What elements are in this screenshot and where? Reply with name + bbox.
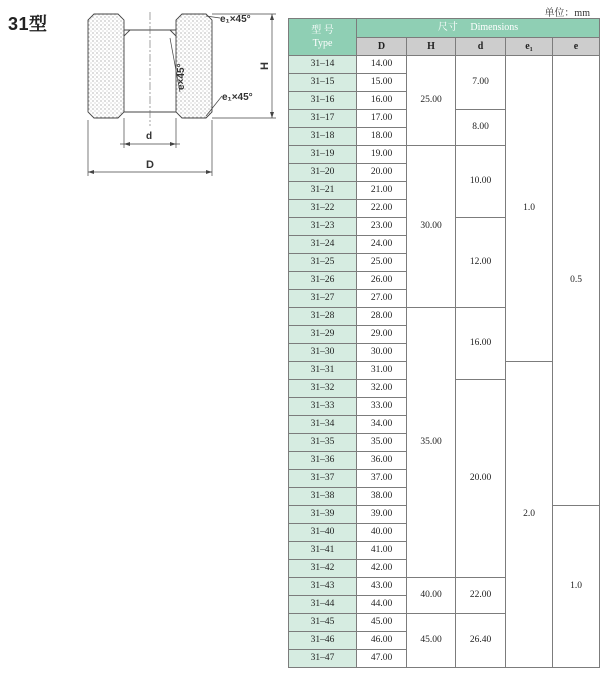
cell-D: 28.00 <box>357 308 407 326</box>
cell-d: 26.40 <box>456 614 506 668</box>
dimensions-header-en: Dimensions <box>470 22 519 33</box>
cell-D: 35.00 <box>357 434 407 452</box>
cell-D: 19.00 <box>357 146 407 164</box>
cell-D: 44.00 <box>357 596 407 614</box>
cell-e1: 1.0 <box>506 56 553 362</box>
cell-D: 16.00 <box>357 92 407 110</box>
cell-D: 20.00 <box>357 164 407 182</box>
col-header-e1: e₁ <box>506 38 553 56</box>
cell-d: 8.00 <box>456 110 506 146</box>
cell-D: 25.00 <box>357 254 407 272</box>
cell-type: 31–17 <box>289 110 357 128</box>
cell-type: 31–43 <box>289 578 357 596</box>
cell-type: 31–40 <box>289 524 357 542</box>
label-d: d <box>146 131 153 142</box>
cell-type: 31–33 <box>289 398 357 416</box>
label-e: e×45° <box>176 63 187 90</box>
col-header-e: e <box>553 38 600 56</box>
cell-H: 30.00 <box>407 146 456 308</box>
cell-d: 20.00 <box>456 380 506 578</box>
cell-type: 31–38 <box>289 488 357 506</box>
cell-type: 31–32 <box>289 380 357 398</box>
cell-d: 22.00 <box>456 578 506 614</box>
cell-type: 31–37 <box>289 470 357 488</box>
dimensions-header <box>357 19 600 38</box>
label-D: D <box>146 159 154 171</box>
cell-d: 10.00 <box>456 146 506 218</box>
cell-e: 0.5 <box>553 56 600 506</box>
cell-D: 22.00 <box>357 200 407 218</box>
table-row <box>289 56 600 74</box>
cell-D: 17.00 <box>357 110 407 128</box>
cell-D: 38.00 <box>357 488 407 506</box>
col-header-H: H <box>407 38 456 56</box>
cell-D: 18.00 <box>357 128 407 146</box>
cell-D: 31.00 <box>357 362 407 380</box>
cell-D: 36.00 <box>357 452 407 470</box>
cell-type: 31–21 <box>289 182 357 200</box>
cell-type: 31–27 <box>289 290 357 308</box>
cell-D: 47.00 <box>357 650 407 668</box>
dimensions-header-cn: 尺寸 <box>437 22 458 33</box>
table-body <box>289 56 600 668</box>
cell-D: 21.00 <box>357 182 407 200</box>
cell-type: 31–36 <box>289 452 357 470</box>
cell-D: 39.00 <box>357 506 407 524</box>
cell-type: 31–15 <box>289 74 357 92</box>
cell-type: 31–39 <box>289 506 357 524</box>
cell-type: 31–23 <box>289 218 357 236</box>
cell-D: 33.00 <box>357 398 407 416</box>
cell-type: 31–31 <box>289 362 357 380</box>
cell-type: 31–26 <box>289 272 357 290</box>
cell-type: 31–47 <box>289 650 357 668</box>
cell-D: 24.00 <box>357 236 407 254</box>
cell-D: 34.00 <box>357 416 407 434</box>
cell-type: 31–35 <box>289 434 357 452</box>
cell-type: 31–20 <box>289 164 357 182</box>
cell-D: 23.00 <box>357 218 407 236</box>
cell-type: 31–46 <box>289 632 357 650</box>
cell-D: 40.00 <box>357 524 407 542</box>
cell-type: 31–14 <box>289 56 357 74</box>
cell-type: 31–22 <box>289 200 357 218</box>
cell-type: 31–25 <box>289 254 357 272</box>
type-header <box>289 19 357 56</box>
cell-type: 31–44 <box>289 596 357 614</box>
cell-type: 31–45 <box>289 614 357 632</box>
label-H: H <box>259 62 271 70</box>
cell-D: 15.00 <box>357 74 407 92</box>
cell-D: 46.00 <box>357 632 407 650</box>
cell-H: 35.00 <box>407 308 456 578</box>
cell-d: 12.00 <box>456 218 506 308</box>
cell-H: 40.00 <box>407 578 456 614</box>
cell-D: 42.00 <box>357 560 407 578</box>
cell-type: 31–30 <box>289 344 357 362</box>
cell-D: 41.00 <box>357 542 407 560</box>
cell-d: 16.00 <box>456 308 506 380</box>
cell-e1: 2.0 <box>506 362 553 668</box>
cell-type: 31–41 <box>289 542 357 560</box>
cell-type: 31–24 <box>289 236 357 254</box>
cell-D: 14.00 <box>357 56 407 74</box>
cross-section-drawing <box>80 8 280 183</box>
dimensions-table <box>288 18 600 668</box>
type-header-cn: 型 号 <box>311 25 334 36</box>
cell-D: 32.00 <box>357 380 407 398</box>
cell-D: 30.00 <box>357 344 407 362</box>
cell-D: 26.00 <box>357 272 407 290</box>
cell-type: 31–34 <box>289 416 357 434</box>
cell-D: 29.00 <box>357 326 407 344</box>
col-header-d: d <box>456 38 506 56</box>
cell-D: 27.00 <box>357 290 407 308</box>
unit-label: 单位：mm <box>544 8 590 19</box>
cell-type: 31–18 <box>289 128 357 146</box>
cell-D: 45.00 <box>357 614 407 632</box>
cell-type: 31–42 <box>289 560 357 578</box>
label-e1-top: e₁×45° <box>220 14 251 25</box>
cell-type: 31–28 <box>289 308 357 326</box>
type-title: 31型 <box>8 14 48 34</box>
cell-D: 43.00 <box>357 578 407 596</box>
col-header-D: D <box>357 38 407 56</box>
left-wall-section <box>88 14 124 118</box>
cell-d: 7.00 <box>456 56 506 110</box>
type-header-en: Type <box>312 38 333 49</box>
cell-H: 45.00 <box>407 614 456 668</box>
label-e1-bottom: e₁×45° <box>222 92 253 103</box>
cell-e: 1.0 <box>553 506 600 668</box>
cell-type: 31–19 <box>289 146 357 164</box>
cell-D: 37.00 <box>357 470 407 488</box>
cell-type: 31–16 <box>289 92 357 110</box>
cell-type: 31–29 <box>289 326 357 344</box>
cell-H: 25.00 <box>407 56 456 146</box>
